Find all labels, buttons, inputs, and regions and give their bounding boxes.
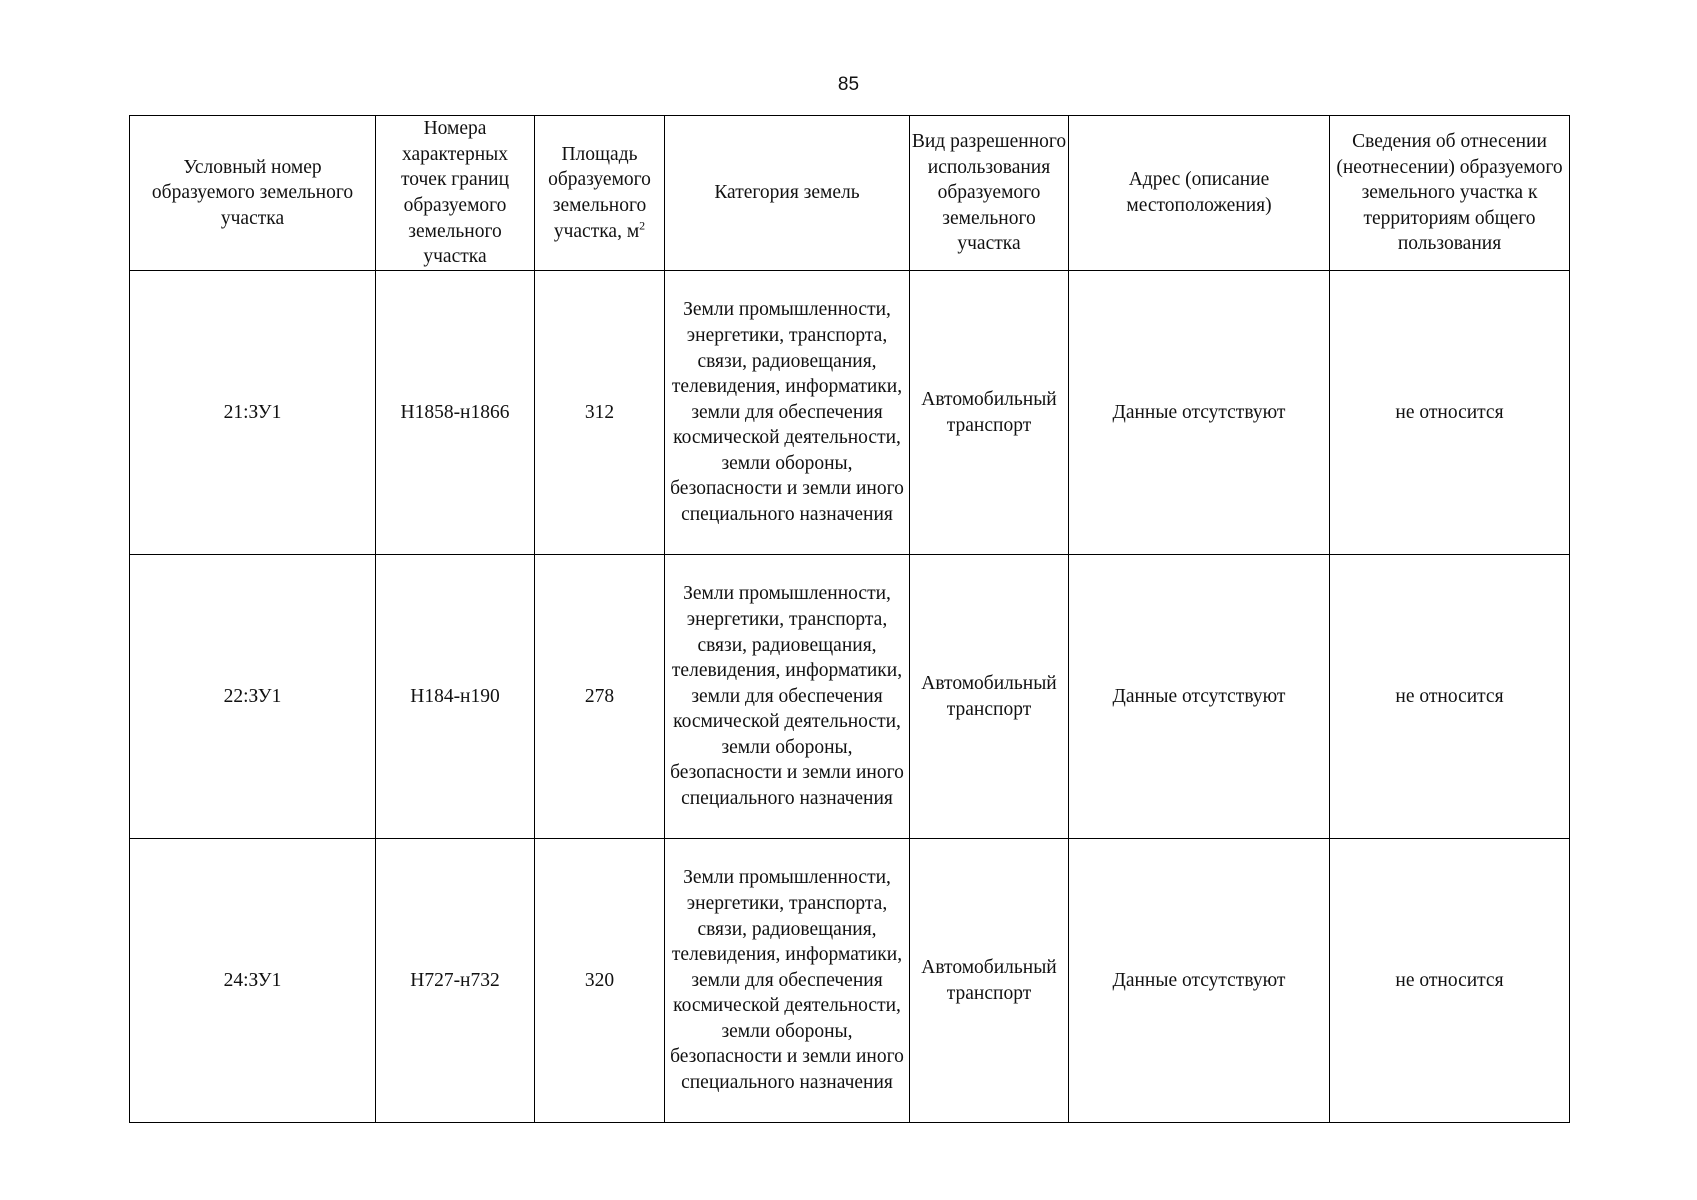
header-area [535, 116, 665, 271]
table-row [130, 271, 1570, 555]
cell-address: Данные отсутствуют [1069, 839, 1330, 1123]
cell-land-category: Земли промышленности, энергетики, транспорта, связи, радиовещания, телевидения, информатики, земли для обеспечения космической деятельности, земли обороны, безопасности и земли иного специального назначения [665, 839, 910, 1123]
cell-boundary-points: Н184-н190 [376, 555, 535, 839]
header-permitted-use: Вид разрешенного использования образуемого земельного участка [910, 116, 1069, 271]
cell-land-category: Земли промышленности, энергетики, транспорта, связи, радиовещания, телевидения, информатики, земли для обеспечения космической деятельности, земли обороны, безопасности и земли иного специального назначения [665, 555, 910, 839]
cell-boundary-points: Н727-н732 [376, 839, 535, 1123]
cell-public-use: не относится [1330, 555, 1570, 839]
header-area-label: Площадь образуемого земельного участка, м [548, 143, 651, 242]
header-address: Адрес (описание местоположения) [1069, 116, 1330, 271]
cell-permitted-use: Автомобильный транспорт [910, 555, 1069, 839]
cell-plot-number: 22:ЗУ1 [130, 555, 376, 839]
header-area-unit-sup: 2 [639, 218, 646, 233]
cell-area: 278 [535, 555, 665, 839]
land-plots-table [129, 115, 1570, 1123]
cell-boundary-points: Н1858-н1866 [376, 271, 535, 555]
cell-area: 320 [535, 839, 665, 1123]
cell-area: 312 [535, 271, 665, 555]
header-land-category: Категория земель [665, 116, 910, 271]
cell-plot-number: 21:ЗУ1 [130, 271, 376, 555]
table-header-row [130, 116, 1570, 271]
cell-address: Данные отсутствуют [1069, 555, 1330, 839]
page-number: 85 [837, 74, 860, 95]
cell-permitted-use: Автомобильный транспорт [910, 839, 1069, 1123]
cell-plot-number: 24:ЗУ1 [130, 839, 376, 1123]
table-row [130, 839, 1570, 1123]
cell-public-use: не относится [1330, 839, 1570, 1123]
cell-public-use: не относится [1330, 271, 1570, 555]
header-public-use: Сведения об отнесении (неотнесении) образуемого земельного участка к территориям общего пользования [1330, 116, 1570, 271]
cell-permitted-use: Автомобильный транспорт [910, 271, 1069, 555]
header-plot-number: Условный номер образуемого земельного участка [130, 116, 376, 271]
cell-land-category: Земли промышленности, энергетики, транспорта, связи, радиовещания, телевидения, информатики, земли для обеспечения космической деятельности, земли обороны, безопасности и земли иного специального назначения [665, 271, 910, 555]
header-boundary-points: Номера характерных точек границ образуемого земельного участка [376, 116, 535, 271]
cell-address: Данные отсутствуют [1069, 271, 1330, 555]
table-row [130, 555, 1570, 839]
